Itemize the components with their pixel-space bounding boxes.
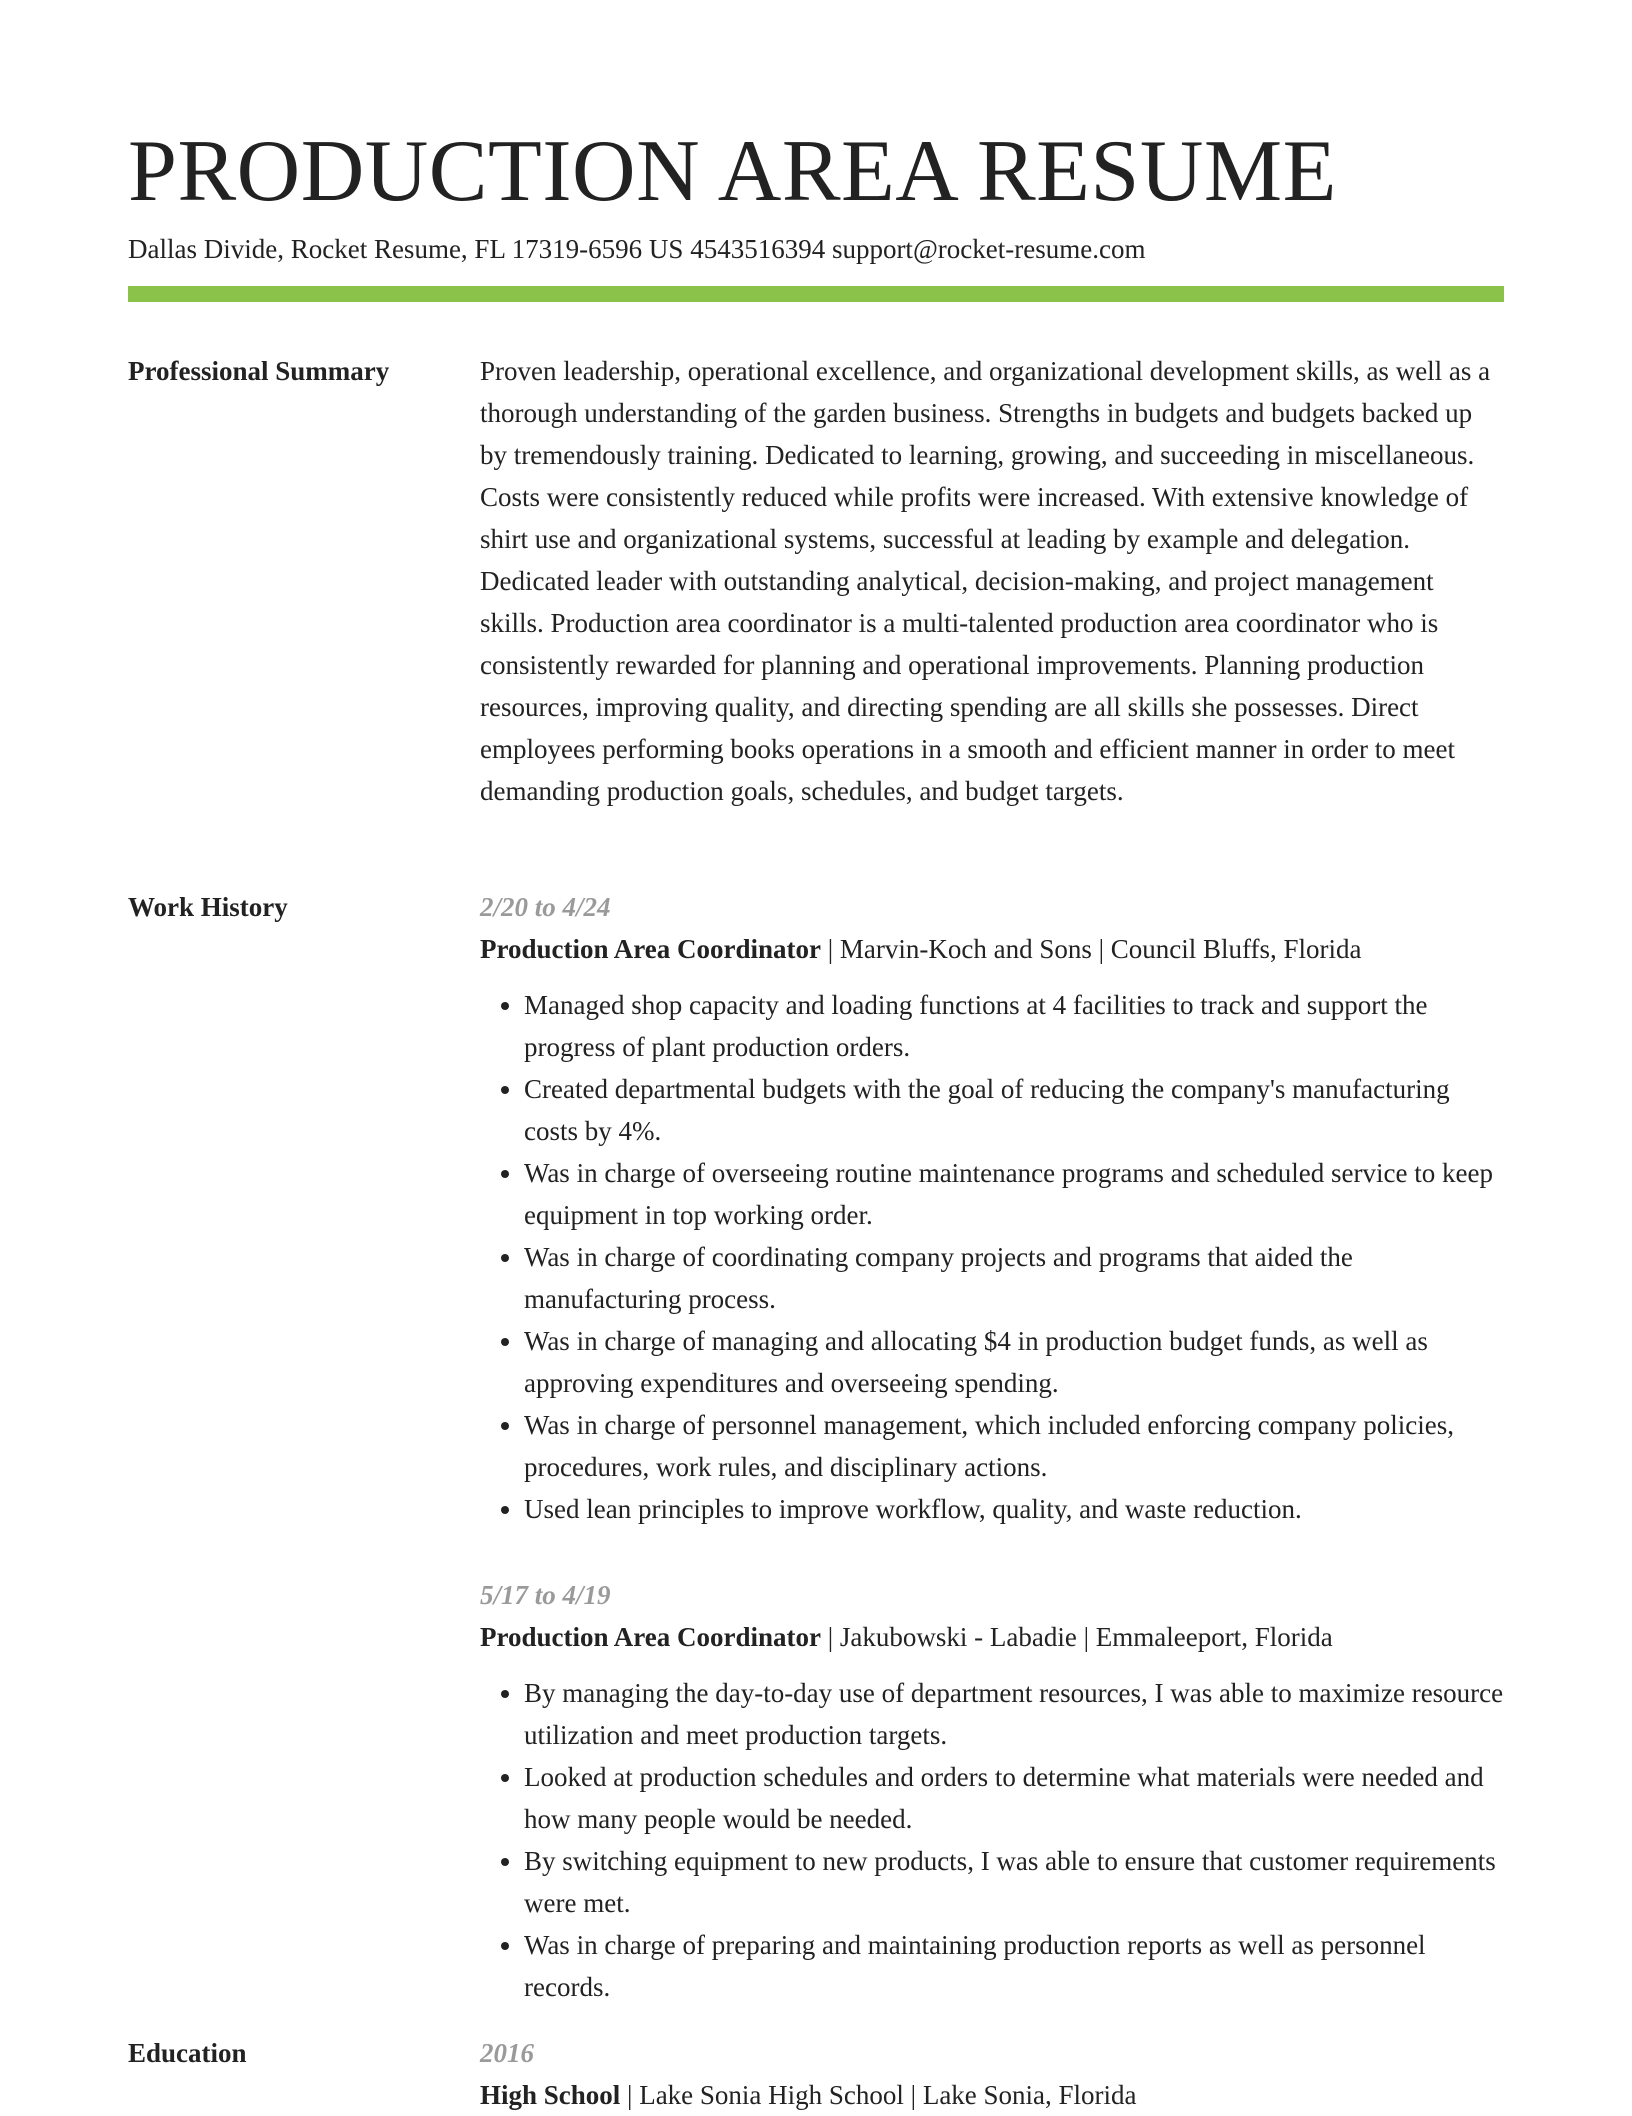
job-bullet: • Was in charge of personnel management, which included enforcing company policies, procedures, work rules, and disciplinary actions. bbox=[524, 1404, 1504, 1488]
education-dates: 2016 bbox=[480, 2038, 534, 2068]
job-bullet: • Looked at production schedules and orders to determine what materials were needed and how many people would be needed. bbox=[524, 1756, 1504, 1840]
job-bullet: • Used lean principles to improve workflow, quality, and waste reduction. bbox=[524, 1488, 1504, 1530]
work-history-label: Work History bbox=[128, 892, 288, 922]
job-details: | Jakubowski - Labadie | Emmaleeport, Florida bbox=[821, 1622, 1333, 1652]
summary-text: Proven leadership, operational excellence, and organizational development skills, as well as a thorough understanding of the garden business. Strengths in budgets and budgets backed up by tremendously training. Dedicated to learning, growing, and succeeding in miscellaneous. Costs were consistently reduced while profits were increased. With extensive knowledge of shirt use and organizational systems, successful at leading by example and delegation. Dedicated leader with outstanding analytical, decision-making, and project management skills. Production area coordinator is a multi-talented production area coordinator who is consistently rewarded for planning and operational improvements. Planning production resources, improving quality, and directing spending are all skills she possesses. Direct employees performing books operations in a smooth and efficient manner in order to meet demanding production goals, schedules, and budget targets. bbox=[480, 356, 1491, 806]
job-bullet: • Managed shop capacity and loading functions at 4 facilities to track and support the progress of plant production orders. bbox=[524, 984, 1504, 1068]
education-label: Education bbox=[128, 2038, 247, 2068]
education-heading bbox=[480, 2074, 1504, 2116]
contact-info: Dallas Divide, Rocket Resume, FL 17319-6596 US 4543516394 support@rocket-resume.com bbox=[128, 234, 1146, 264]
job-bullet: • By managing the day-to-day use of department resources, I was able to maximize resource utilization and meet production targets. bbox=[524, 1672, 1504, 1756]
job-dates: 2/20 to 4/24 bbox=[480, 892, 611, 922]
job-bullet: • Was in charge of overseeing routine maintenance programs and scheduled service to keep equipment in top working order. bbox=[524, 1152, 1504, 1236]
job-heading bbox=[480, 928, 1504, 970]
education-degree: High School bbox=[480, 2080, 621, 2110]
job-heading bbox=[480, 1616, 1504, 1658]
education-body bbox=[480, 2032, 1504, 2116]
job-title: Production Area Coordinator bbox=[480, 1622, 821, 1652]
job-dates: 5/17 to 4/19 bbox=[480, 1580, 611, 1610]
job-bullet: • By switching equipment to new products, I was able to ensure that customer requirements were met. bbox=[524, 1840, 1504, 1924]
job-entry bbox=[480, 886, 1504, 1530]
work-history-body bbox=[480, 886, 1504, 2038]
resume-title: PRODUCTION AREA RESUME bbox=[128, 123, 1337, 220]
summary-label: Professional Summary bbox=[128, 356, 390, 386]
summary-body bbox=[480, 350, 1504, 812]
header-divider bbox=[128, 286, 1504, 302]
job-bullet-list bbox=[480, 984, 1504, 1530]
job-entry bbox=[480, 1574, 1504, 2008]
job-bullet: • Created departmental budgets with the goal of reducing the company's manufacturing costs by 4%. bbox=[524, 1068, 1504, 1152]
job-bullet: • Was in charge of coordinating company projects and programs that aided the manufacturing process. bbox=[524, 1236, 1504, 1320]
job-bullet: • Was in charge of preparing and maintaining production reports as well as personnel records. bbox=[524, 1924, 1504, 2008]
job-details: | Marvin-Koch and Sons | Council Bluffs, Florida bbox=[821, 934, 1362, 964]
job-bullet-list bbox=[480, 1672, 1504, 2008]
job-bullet: • Was in charge of managing and allocating $4 in production budget funds, as well as approving expenditures and overseeing spending. bbox=[524, 1320, 1504, 1404]
job-title: Production Area Coordinator bbox=[480, 934, 821, 964]
education-details: | Lake Sonia High School | Lake Sonia, Florida bbox=[620, 2080, 1137, 2110]
